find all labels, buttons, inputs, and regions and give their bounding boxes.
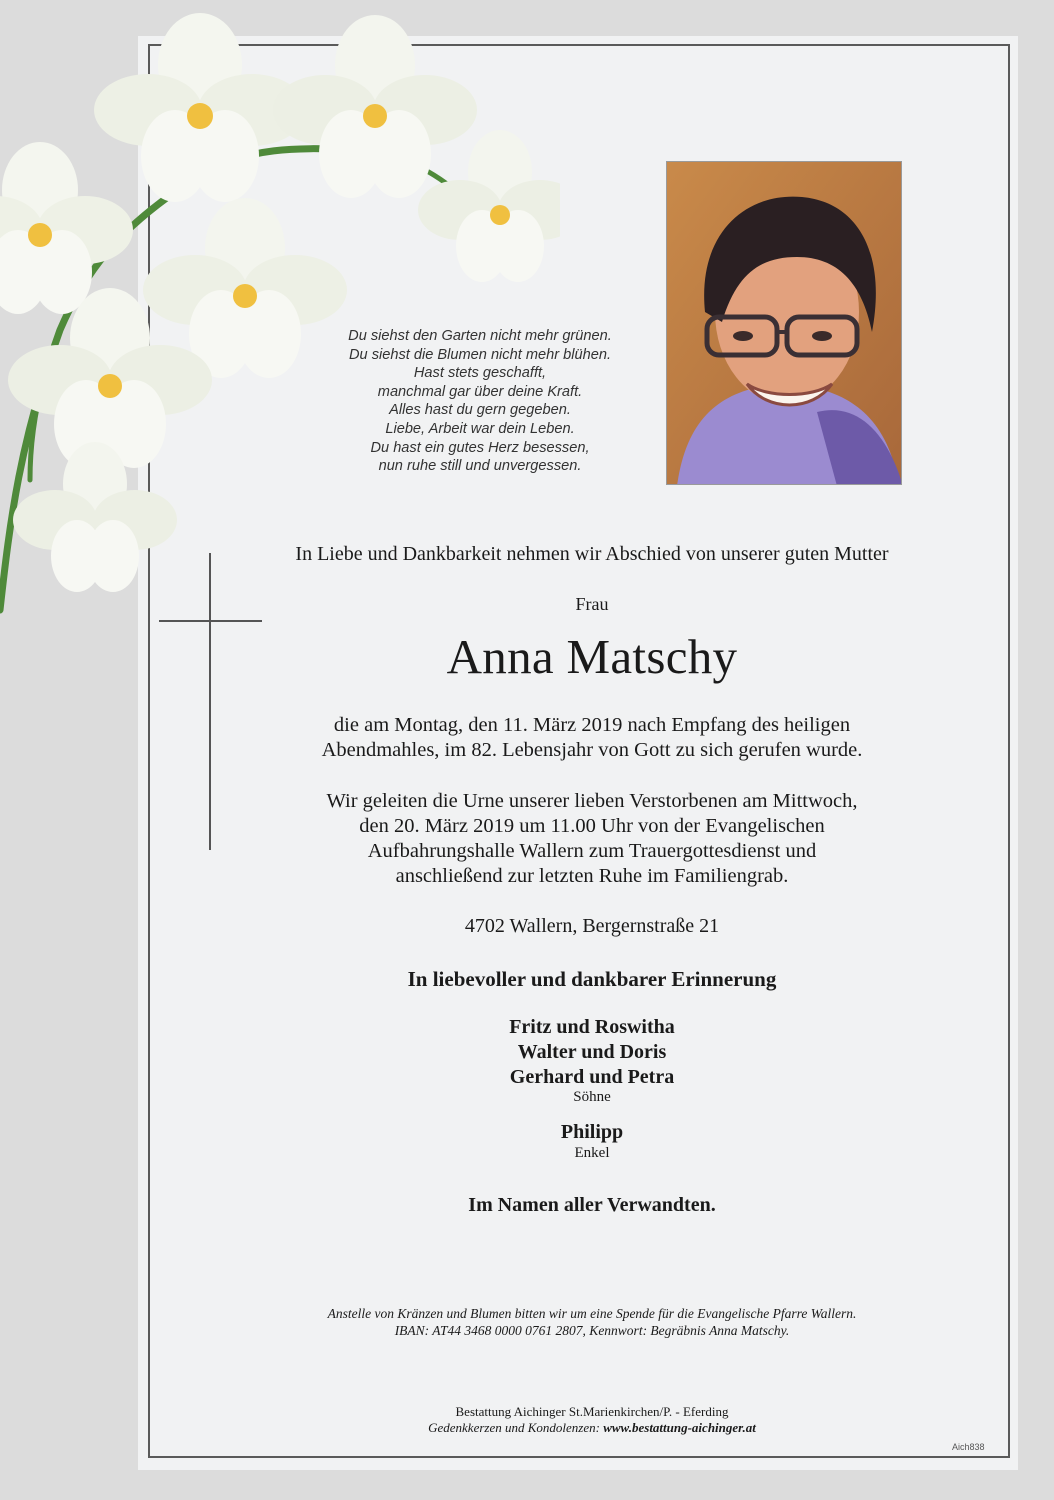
family-member: Walter und Doris xyxy=(517,1041,667,1063)
undertaker-info xyxy=(160,1404,1024,1436)
salutation: Frau xyxy=(575,594,609,614)
document-code: Aich838 xyxy=(952,1442,985,1452)
grandchild-name: Philipp xyxy=(560,1121,624,1143)
text-line: Abendmahles, im 82. Lebensjahr von Gott zu sich gerufen wurde. xyxy=(321,739,863,761)
condolence-label: Gedenkkerzen und Kondolenzen: xyxy=(428,1420,600,1435)
poem-line: Alles hast du gern gegeben. xyxy=(389,402,571,419)
deceased-name: Anna Matschy xyxy=(446,629,738,684)
website-link[interactable]: www.bestattung-aichinger.at xyxy=(603,1420,756,1435)
poem xyxy=(300,327,660,476)
funeral-details xyxy=(160,789,1024,889)
intro-text: In Liebe und Dankbarkeit nehmen wir Abschied von unserer guten Mutter xyxy=(295,543,889,565)
poem-line: Du hast ein gutes Herz besessen, xyxy=(370,439,590,456)
poem-line: Du siehst den Garten nicht mehr grünen. xyxy=(348,328,612,344)
family-member: Gerhard und Petra xyxy=(509,1066,675,1088)
death-details xyxy=(160,713,1024,763)
relatives-line: Im Namen aller Verwandten. xyxy=(468,1194,716,1216)
portrait-icon xyxy=(667,162,902,485)
text-line: die am Montag, den 11. März 2019 nach Empfang des heiligen xyxy=(333,714,851,736)
poem-line: Du siehst die Blumen nicht mehr blühen. xyxy=(348,346,612,363)
poem-line: Liebe, Arbeit war dein Leben. xyxy=(385,420,575,437)
grandchild-label: Enkel xyxy=(574,1145,610,1161)
poem-line: nun ruhe still und unvergessen. xyxy=(378,458,582,475)
text-line: den 20. März 2019 um 11.00 Uhr von der Evangelischen xyxy=(359,815,825,837)
undertaker-name: Bestattung Aichinger St.Marienkirchen/P. - Eferding xyxy=(455,1404,729,1419)
memory-heading: In liebevoller und dankbarer Erinnerung xyxy=(407,967,777,991)
orchid-decoration xyxy=(0,0,560,620)
text-line: Aufbahrungshalle Wallern zum Trauergottesdienst und xyxy=(367,840,817,862)
text-line: anschließend zur letzten Ruhe im Familiengrab. xyxy=(395,865,789,887)
family-member: Fritz und Roswitha xyxy=(509,1016,675,1038)
poem-line: Hast stets geschafft, xyxy=(413,365,547,382)
sons-list xyxy=(160,1015,1024,1090)
donation-iban: IBAN: AT44 3468 0000 0761 2807, Kennwort: Begräbnis Anna Matschy. xyxy=(394,1323,790,1338)
text-line: Wir geleiten die Urne unserer lieben Verstorbenen am Mittwoch, xyxy=(326,790,858,812)
donation-line: Anstelle von Kränzen und Blumen bitten wir um eine Spende für die Evangelische Pfarre Wallern. xyxy=(327,1306,857,1321)
orchid-flowers-icon xyxy=(0,13,560,592)
address: 4702 Wallern, Bergernstraße 21 xyxy=(464,915,720,937)
cross-horizontal xyxy=(159,620,262,622)
portrait-photo xyxy=(666,161,902,485)
poem-line: manchmal gar über deine Kraft. xyxy=(377,383,583,400)
sons-label: Söhne xyxy=(573,1089,611,1105)
donation-note xyxy=(160,1305,1024,1339)
